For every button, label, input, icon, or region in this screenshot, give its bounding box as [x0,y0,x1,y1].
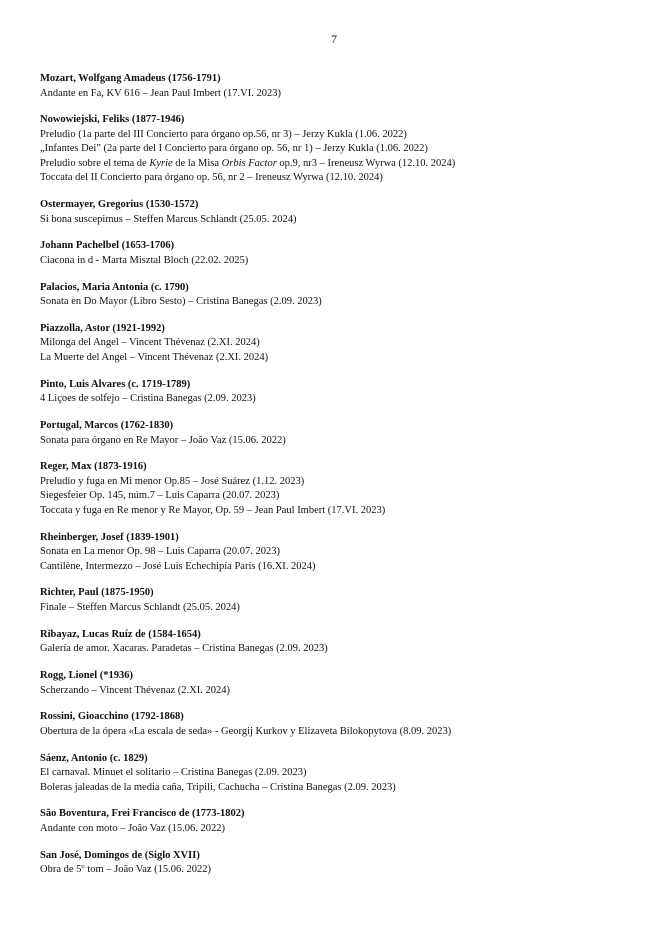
composer-name: Nowowiejski, Feliks (1877-1946) [40,114,185,126]
work-text: Obertura de la ópera «La escala de seda» - Georgij Kurkov y Elizaveta Bilokopytova (8.09. 2023) [40,725,452,737]
work-text: „Infantes Dei” (2a parte del I Concierto para órgano op. 56, nr 1) – Jerzy Kukla (1.06. 2022) [40,143,428,155]
work-text: Milonga del Angel – Vincent Thévenaz (2.XI. 2024) [40,337,260,349]
work-text: Sonata en Do Mayor (Libro Sesto) – Cristina Banegas (2.09. 2023) [40,296,322,308]
composer-entry [40,710,640,739]
composer-name: Palacios, Maria Antonia (c. 1790) [40,281,189,293]
composer-name: Rogg, Lionel (*1936) [40,670,134,682]
work-text: Ciacona in d - Marta Misztal Bloch (22.02. 2025) [40,254,249,266]
work-text: Boleras jaleadas de la media caña, Tripili, Cachucha – Cristina Banegas (2.09. 2023) [40,781,396,793]
composer-entry [40,113,640,186]
composer-name: Reger, Max (1873-1916) [40,461,147,473]
page-number: 7 [331,32,337,46]
work-line [40,863,640,878]
work-text: Obra de 5º tom – João Vaz (15.06. 2022) [40,864,212,876]
composer-name: Ostermayer, Gregorius (1530-1572) [40,199,199,211]
composer-name: Rossini, Gioacchino (1792-1868) [40,711,184,723]
composer-name: Mozart, Wolfgang Amadeus (1756-1791) [40,73,221,84]
composer-entry [40,419,640,448]
work-text: Preludio sobre el tema de [40,157,150,169]
composer-name: Richter, Paul (1875-1950) [40,587,154,599]
work-line [40,504,640,519]
work-text: Toccata del II Concierto para órgano op. 56, nr 2 – Ireneusz Wyrwa (12.10. 2024) [40,172,383,184]
work-line [40,560,640,575]
work-text: Sonata para órgano en Re Mayor – João Vaz (15.06. 2022) [40,434,286,446]
work-title-italic: Orbis Factor [221,157,277,169]
work-line [40,295,640,310]
work-line [40,475,640,490]
work-text: Toccata y fuga en Re menor y Re Mayor, Op. 59 – Jean Paul Imbert (17.VI. 2023) [40,504,386,516]
work-line [40,87,640,102]
work-line [40,781,640,796]
work-line [40,213,640,228]
work-line [40,128,640,143]
work-text: Cantilène, Intermezzo – José Luis Echechipía París (16.XI. 2024) [40,560,316,572]
work-line [40,392,640,407]
work-text: Sonata en La menor Op. 98 – Luis Caparra (20.07. 2023) [40,546,280,558]
composer-entry [40,281,640,310]
work-line [40,642,640,657]
work-text: Scherzando – Vincent Thévenaz (2.XI. 2024) [40,684,230,696]
work-line [40,822,640,837]
work-text: El carnaval. Minuet el solitario – Cristina Banegas (2.09. 2023) [40,767,307,779]
composer-entry [40,72,640,101]
work-line [40,351,640,366]
work-line [40,601,640,616]
work-text: Preludio y fuga en Mi menor Op.85 – José Suárez (1.12. 2023) [40,475,305,487]
work-line [40,157,640,172]
work-text: 4 Liçoes de solfejo – Cristina Banegas (2.09. 2023) [40,393,256,405]
composer-name: Johann Pachelbel (1653-1706) [40,240,175,252]
composer-entry [40,586,640,615]
composer-entry [40,460,640,518]
work-text: Si bona suscepimus – Steffen Marcus Schlandt (25.05. 2024) [40,213,297,225]
work-text: La Muerte del Angel – Vincent Thévenaz (2.XI. 2024) [40,351,269,363]
work-line [40,142,640,157]
composer-name: Piazzolla, Astor (1921-1992) [40,322,165,334]
work-line [40,545,640,560]
work-line [40,489,640,504]
composer-entry [40,239,640,268]
work-line [40,725,640,740]
composer-entry [40,807,640,836]
work-text: Andante con moto – João Vaz (15.06. 2022) [40,822,225,834]
composer-entry [40,628,640,657]
composer-name: São Boventura, Frei Francisco de (1773-1802) [40,808,245,820]
composer-name: Ribayaz, Lucas Ruíz de (1584-1654) [40,628,201,640]
composer-name: Sáenz, Antonio (c. 1829) [40,752,148,764]
work-line [40,766,640,781]
work-text: op.9, nr3 – Ireneusz Wyrwa (12.10. 2024) [276,157,456,169]
composer-list [40,72,640,890]
work-line [40,684,640,699]
work-line [40,254,640,269]
composer-name: San José, Domingos de (Siglo XVII) [40,849,200,861]
work-text: Preludio (1a parte del III Concierto para órgano op.56, nr 3) – Jerzy Kukla (1.06. 2022) [40,128,407,140]
work-text: de la Misa [172,157,222,169]
work-text: Galería de amor. Xacaras. Paradetas – Cristina Banegas (2.09. 2023) [40,643,328,655]
work-line [40,336,640,351]
composer-entry [40,849,640,878]
composer-entry [40,669,640,698]
composer-entry [40,531,640,575]
composer-entry [40,752,640,796]
composer-entry [40,322,640,366]
work-text: Siegesfeier Op. 145, núm.7 – Luis Caparra (20.07. 2023) [40,490,280,502]
composer-name: Rheinberger, Josef (1839-1901) [40,531,179,543]
composer-name: Pinto, Luis Alvares (c. 1719-1789) [40,378,191,390]
work-text: Andante en Fa, KV 616 – Jean Paul Imbert (17.VI. 2023) [40,87,281,99]
composer-entry [40,198,640,227]
work-line [40,171,640,186]
composer-entry [40,378,640,407]
work-title-italic: Kyrie [149,157,173,169]
work-line [40,434,640,449]
work-text: Finale – Steffen Marcus Schlandt (25.05. 2024) [40,601,240,613]
composer-name: Portugal, Marcos (1762-1830) [40,420,174,432]
